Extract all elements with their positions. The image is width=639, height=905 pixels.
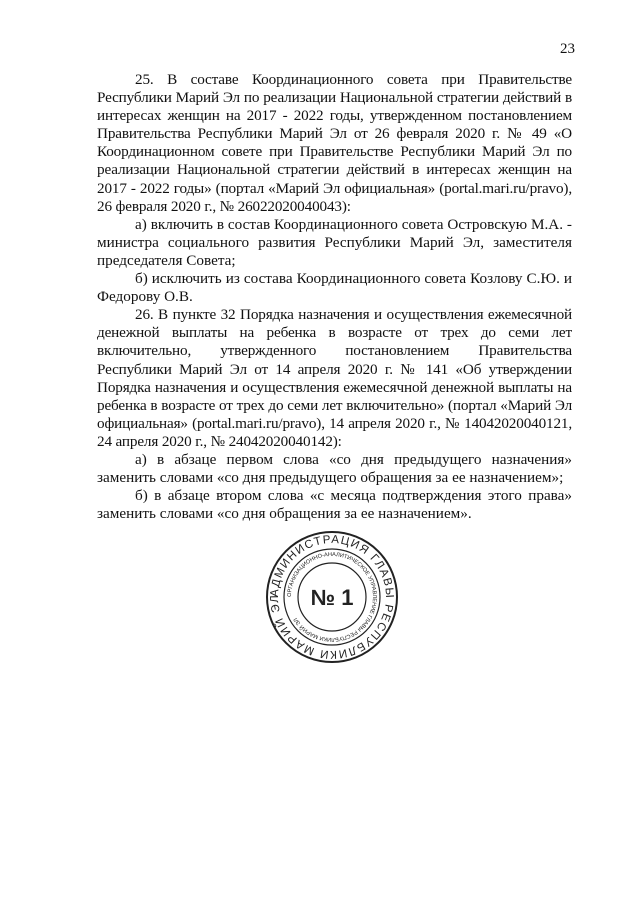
paragraph-25: 25. В составе Координационного совета при Правительстве Республики Марий Эл по реализации Национальной стратегии действий в интересах женщин на 2017 - 2022 годы, утвержденном постановлением Правительства Республики Марий Эл от 26 февраля 2020 г. № 49 «О Координационном совете при Правительстве Республики Марий Эл по реализации Национальной стратегии действий в интересах женщин на 2017 - 2022 годы» (портал «Марий Эл официальная» (portal.mari.ru/pravo), 26 февраля 2020 г., № 26022020040043):: [97, 71, 572, 215]
page-number: 23: [560, 41, 575, 57]
paragraph-25-a: а) включить в состав Координационного совета Островскую М.А. - министра социального развития Республики Марий Эл, заместителя председателя Совета;: [97, 215, 572, 269]
paragraph-26: 26. В пункте 32 Порядка назначения и осуществления ежемесячной денежной выплаты на ребенка в возрасте от трех до семи лет включительно, утвержденного постановлением Правительства Республики Марий Эл от 14 апреля 2020 г. № 141 «Об утверждении Порядка назначения и осуществления ежемесячной денежной выплаты на ребенка в возрасте от трех до семи лет включительно» (портал «Марий Эл официальная» (portal.mari.ru/pravo), 14 апреля 2020 г., № 14042020040121, 24 апреля 2020 г., № 24042020040142):: [97, 306, 572, 450]
official-stamp: [264, 529, 400, 665]
paragraph-26-a: а) в абзаце первом слова «со дня предыдущего назначения» заменить словами «со дня предыдущего обращения за ее назначением»;: [97, 450, 572, 487]
stamp-outer-text: АДМИНИСТРАЦИЯ ГЛАВЫ РЕСПУБЛИКИ МАРИЙ ЭЛ: [268, 533, 396, 661]
stamp-inner-text: ОРГАНИЗАЦИОННО-АНАЛИТИЧЕСКОЕ УПРАВЛЕНИЕ ГЛАВЫ РЕСПУБЛИКИ МАРИЙ ЭЛ: [286, 551, 378, 643]
paragraph-25-b: б) исключить из состава Координационного совета Козлову С.Ю. и Федорову О.В.: [97, 270, 572, 306]
stamp-center-text: № 1: [310, 585, 354, 610]
document-body: [97, 71, 572, 523]
paragraph-26-b: б) в абзаце втором слова «с месяца подтверждения этого права» заменить словами «со дня обращения за ее назначением».: [97, 487, 572, 523]
